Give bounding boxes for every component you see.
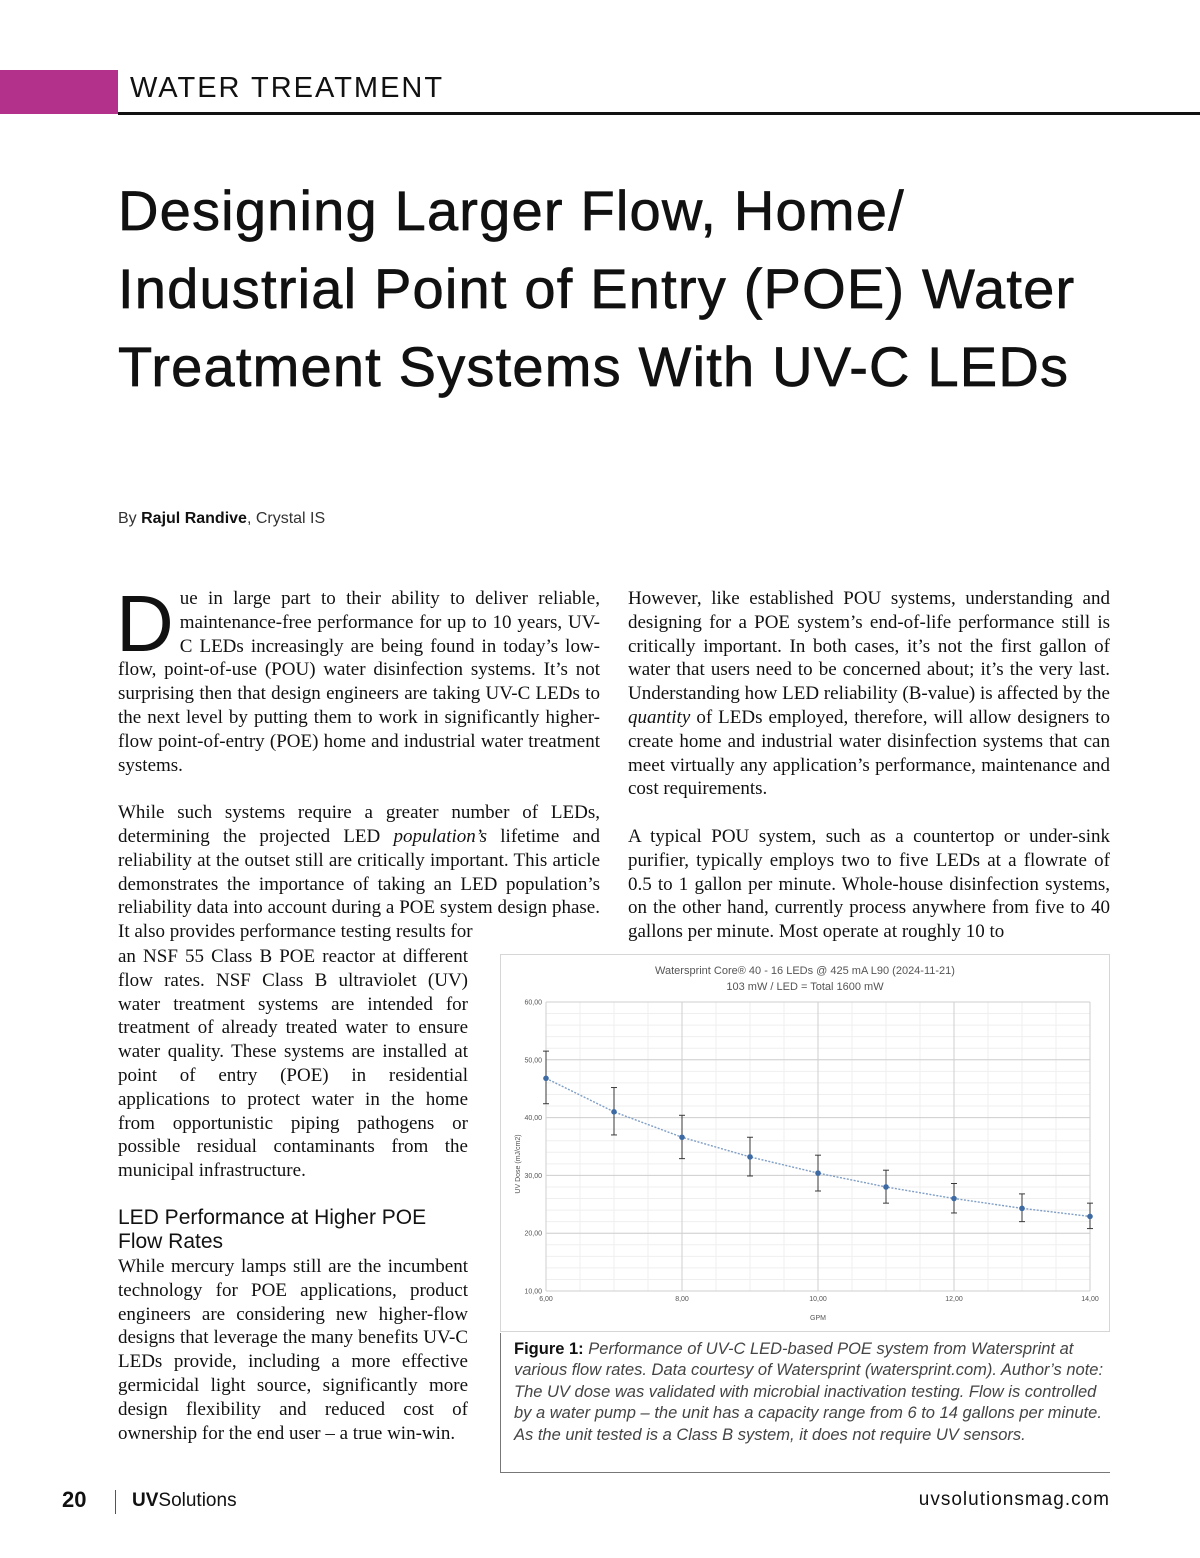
x-axis-label: GPM (810, 1315, 826, 1322)
data-point (747, 1154, 753, 1160)
data-point (679, 1134, 685, 1140)
figure-caption (514, 1339, 1104, 1446)
data-point (815, 1170, 821, 1176)
publication-name (132, 1490, 237, 1512)
publication-name-bold: UV (132, 1490, 159, 1511)
paragraph-intro (116, 579, 600, 777)
data-point (883, 1184, 889, 1190)
figure-chart (500, 954, 1110, 1332)
paragraph-2 (118, 801, 600, 944)
data-point (1087, 1214, 1093, 1220)
section-rule (118, 112, 1200, 115)
figure-caption-box (500, 1333, 1110, 1473)
paragraph-2-text-b: lifetime and reliability at the outset still are critically important. This article demonstrates the importance of taking an LED population’s reliability data into account during a POE system design phase. It also provides performance testing results for (118, 825, 600, 943)
paragraph-3: While mercury lamps still are the incumbent technology for POE applications, product engineers are considering new higher-flow designs that leverage the many benefits UV-C LEDs provide, including a more effective germicidal light source, significantly more design flexibility and reduced cost of ownership for the end user – a true win-win. (118, 1256, 468, 1444)
data-point (543, 1075, 549, 1081)
paragraph-4 (628, 587, 1110, 801)
publication-name-rest: Solutions (158, 1490, 237, 1511)
chart-title: Watersprint Core® 40 - 16 LEDs @ 425 mA L90 (2024-11-21) (655, 965, 955, 977)
drop-cap: D (116, 579, 174, 668)
column-left-top (116, 579, 600, 944)
x-tick-label: 12,00 (945, 1296, 963, 1303)
paragraph-intro-text: ue in large part to their ability to deliver reliable, maintenance-free performance for up to 10 years, UV-C LEDs increasingly are being found in today’s low-flow, point-of-use (POU) water disinfection systems. It’s not surprising then that design engineers are taking UV-C LEDs to the next level by putting them to work in significantly higher-flow point-of-entry (POE) home and industrial water treatment systems. (118, 588, 600, 776)
paragraph-2-emphasis: population’s (393, 825, 488, 847)
page-number: 20 (62, 1487, 87, 1512)
paragraph-4-text-b: of LEDs employed, therefore, will allow designers to create home and industrial water disinfection systems that can meet virtually any application’s performance, maintenance and cost requirements. (628, 706, 1110, 800)
data-point (951, 1196, 957, 1202)
paragraph-5: A typical POU system, such as a countertop or under-sink purifier, typically employs two to five LEDs at a flowrate of 0.5 to 1 gallon per minute. Whole-house disinfection systems, on the other hand, currently process anywhere from five to 40 gallons per minute. Most operate at roughly 10 to (628, 825, 1110, 943)
chart-frame (501, 955, 1110, 1332)
y-tick-label: 60,00 (524, 999, 542, 1007)
column-left-section (118, 1255, 468, 1445)
paragraph-4-text-a: However, like established POU systems, understanding and designing for a POE system’s end-of-life performance still is critically important. In both cases, it’s not the first gallon of water that users need to be concerned about; it’s the very last. Understanding how LED reliability (B-value) is affected by the (628, 588, 1110, 705)
y-axis-label: UV Dose (mJ/cm2) (515, 1134, 522, 1194)
data-point (1019, 1206, 1025, 1212)
x-tick-label: 6,00 (539, 1296, 553, 1303)
y-tick-label: 50,00 (524, 1057, 542, 1065)
section-label: WATER TREATMENT (130, 72, 445, 104)
x-tick-label: 14,00 (1081, 1296, 1099, 1303)
x-tick-label: 10,00 (809, 1296, 827, 1303)
section-accent-bar (0, 70, 118, 114)
footer-divider (115, 1490, 116, 1514)
y-tick-label: 10,00 (524, 1288, 542, 1296)
chart-subtitle: 103 mW / LED = Total 1600 mW (726, 981, 884, 993)
paragraph-2-continued: an NSF 55 Class B POE reactor at different flow rates. NSF Class B ultraviolet (UV) water treatment systems are intended for treatment of already treated water to ensure water quality. These systems are installed at point of entry (POE) in residential applications to protect water in the home from opportunistic piping pathogens or possible residual contaminants from the municipal infrastructure. (118, 946, 468, 1182)
column-left-bottom (118, 945, 468, 1183)
y-tick-label: 20,00 (524, 1230, 542, 1238)
x-tick-label: 8,00 (675, 1296, 689, 1303)
uv-dose-chart (500, 954, 1110, 1332)
figure-caption-text: Performance of UV-C LED-based POE system from Watersprint at various flow rates. Data courtesy of Watersprint (watersprint.com). Author’s note: The UV dose was validated with microbial inactivation testing. Flow is controlled by a water pump – the unit has a capacity range from 6 to 14 gallons per minute. As the unit tested is a Class B system, it does not require UV sensors. (514, 1340, 1104, 1444)
byline (118, 510, 325, 528)
publication-url: uvsolutionsmag.com (918, 1489, 1110, 1510)
section-heading: LED Performance at Higher POE Flow Rates (118, 1206, 427, 1253)
byline-prefix: By (118, 510, 142, 527)
article-title: Designing Larger Flow, Home/ Industrial Point of Entry (POE) Water Treatment Systems With UV-C LEDs (118, 179, 1076, 398)
y-tick-label: 40,00 (524, 1115, 542, 1123)
author-affiliation: , Crystal IS (246, 510, 326, 527)
data-point (611, 1109, 617, 1115)
paragraph-4-emphasis: quantity (628, 706, 691, 728)
paragraph-2-text-a: While such systems require a greater number of LEDs, determining the projected LED (118, 802, 600, 847)
figure-label: Figure 1: (514, 1340, 584, 1358)
author-name: Rajul Randive (141, 510, 247, 527)
column-right (628, 587, 1110, 944)
y-tick-label: 30,00 (524, 1172, 542, 1180)
